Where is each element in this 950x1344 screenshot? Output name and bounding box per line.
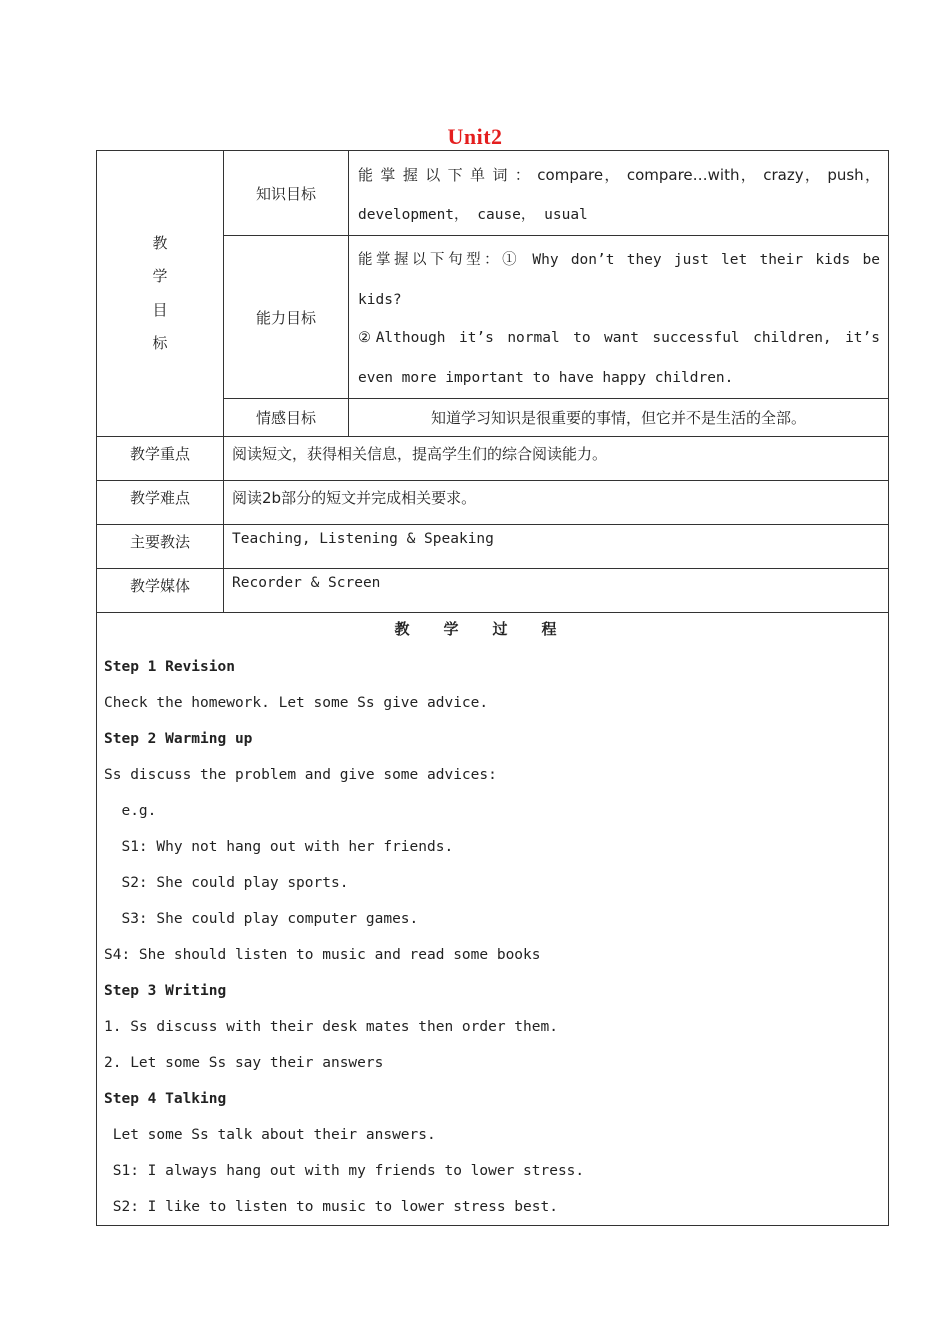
process-line: S2: She could play sports. xyxy=(104,875,349,891)
key-point-label: 教学重点 xyxy=(97,437,224,481)
difficulty-value: 阅读2b部分的短文并完成相关要求。 xyxy=(224,481,889,525)
step-heading: Step 1 Revision xyxy=(104,659,235,675)
process-line: Check the homework. Let some Ss give advice. xyxy=(104,695,489,711)
knowledge-goal-label: 知识目标 xyxy=(224,151,349,236)
difficulty-label: 教学难点 xyxy=(97,481,224,525)
key-point-value: 阅读短文，获得相关信息，提高学生们的综合阅读能力。 xyxy=(224,437,889,481)
ability-goal-label: 能力目标 xyxy=(224,236,349,399)
process-line: Ss discuss the problem and give some advices: xyxy=(104,767,497,783)
process-line: S2: I like to listen to music to lower stress best. xyxy=(104,1199,558,1215)
lesson-plan-table xyxy=(96,150,889,1226)
process-heading: 教学过程 xyxy=(394,620,591,638)
emotion-goal-label: 情感目标 xyxy=(224,399,349,437)
media-label: 教学媒体 xyxy=(97,569,224,613)
emotion-goal-content: 知道学习知识是很重要的事情，但它并不是生活的全部。 xyxy=(349,399,889,437)
page-title: Unit2 xyxy=(447,124,503,149)
objectives-side-label: 教 学 目 标 xyxy=(97,151,224,437)
process-line: S1: I always hang out with my friends to lower stress. xyxy=(104,1163,585,1179)
ability-goal-content: 能掌握以下句型：① Why don’t they just let their kids be kids? ②Although it’s normal to want successful children, it’s even more important to have happy children. xyxy=(349,236,889,399)
method-label: 主要教法 xyxy=(97,525,224,569)
media-value: Recorder & Screen xyxy=(224,569,889,613)
process-line: S3: She could play computer games. xyxy=(104,911,419,927)
process-line: 1. Ss discuss with their desk mates then order them. xyxy=(104,1019,558,1035)
process-line: S4: She should listen to music and read some books xyxy=(104,947,541,963)
process-line: 2. Let some Ss say their answers xyxy=(104,1055,384,1071)
step-heading: Step 4 Talking xyxy=(104,1091,227,1107)
knowledge-goal-content: 能 掌 握 以 下 单 词 ： compare， compare…with， crazy， push， development， cause， usual xyxy=(349,151,889,236)
step-heading: Step 2 Warming up xyxy=(104,731,253,747)
method-value: Teaching, Listening & Speaking xyxy=(224,525,889,569)
step-heading: Step 3 Writing xyxy=(104,983,227,999)
process-line: e.g. xyxy=(104,803,157,819)
process-line: Let some Ss talk about their answers. xyxy=(104,1127,436,1143)
process-line: S1: Why not hang out with her friends. xyxy=(104,839,454,855)
teaching-process xyxy=(97,613,889,1226)
